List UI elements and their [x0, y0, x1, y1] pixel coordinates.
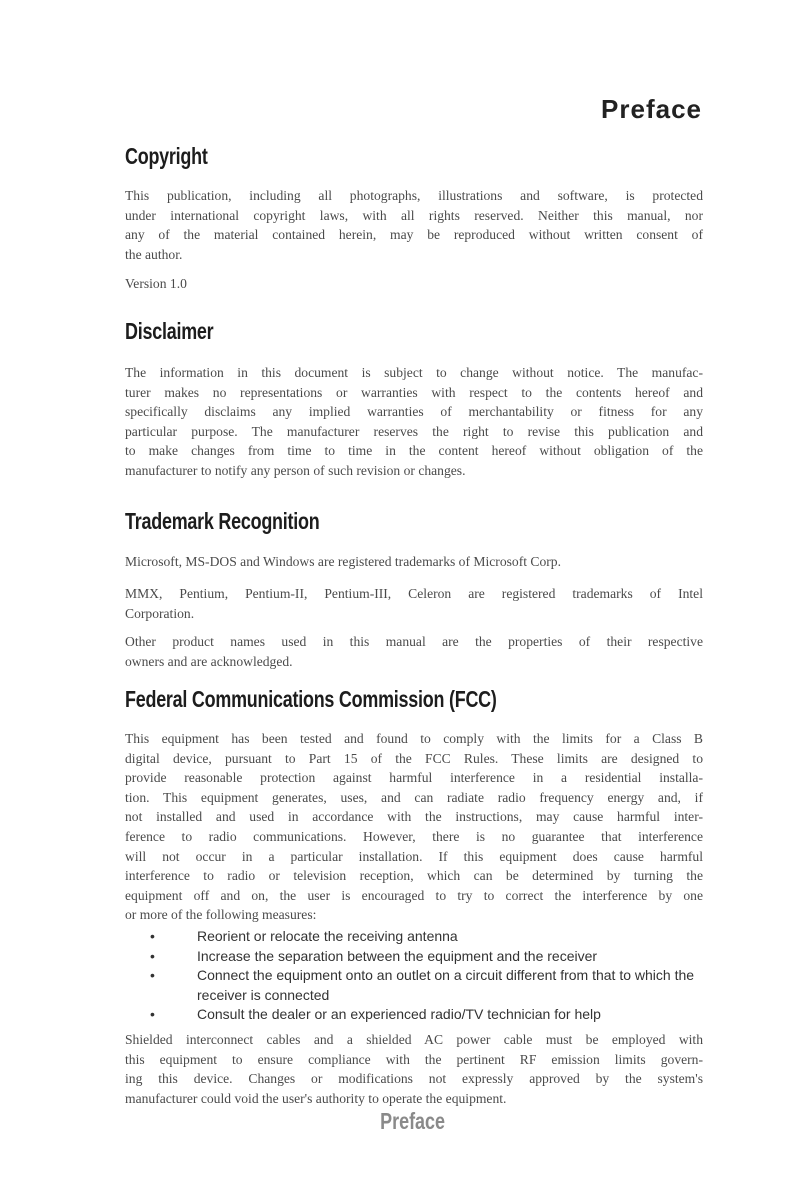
text-line: The information in this document is subject to change without notice. The manufac- [125, 365, 703, 380]
disclaimer-paragraph [125, 363, 703, 481]
text-line: under international copyright laws, with all rights reserved. Neither this manual, nor [125, 207, 703, 223]
disclaimer-heading: Disclaimer [125, 318, 214, 344]
fcc-closing-paragraph [125, 1030, 703, 1108]
version-text: Version 1.0 [125, 276, 187, 291]
bullet-icon: • [150, 947, 155, 964]
text-line: tion. This equipment generates, uses, and can radiate radio frequency energy and, if [125, 789, 703, 805]
text-line: Corporation. [125, 605, 195, 621]
bullet-icon: • [150, 967, 155, 984]
text-line: Other product names used in this manual are the properties of their respective [125, 634, 703, 649]
trademark-heading: Trademark Recognition [125, 508, 320, 534]
text-line: This equipment has been tested and found to comply with the limits for a Class B [125, 731, 703, 746]
text-line: Microsoft, MS-DOS and Windows are registered trademarks of Microsoft Corp. [125, 554, 562, 569]
text-line: specifically disclaims any implied warranties of merchantability or fitness for any [125, 404, 703, 420]
page-footer [0, 1108, 802, 1135]
list-item [150, 927, 710, 947]
text-line: MMX, Pentium, Pentium-II, Pentium-III, Celeron are registered trademarks of Intel [125, 586, 703, 601]
text-line: will not occur in a particular installation. If this equipment does cause harmful [125, 848, 703, 864]
text-line: to make changes from time to time in the content hereof without obligation of the [125, 443, 703, 459]
page-title: Preface [601, 94, 702, 124]
text-line: This publication, including all photographs, illustrations and software, is protected [125, 188, 703, 203]
text-line: particular purpose. The manufacturer reserves the right to revise this publication and [125, 423, 703, 439]
text-line: digital device, pursuant to Part 15 of the FCC Rules. These limits are designed to [125, 750, 703, 766]
text-line: this equipment to ensure compliance with the pertinent RF emission limits govern- [125, 1051, 703, 1067]
bullet-icon: • [150, 928, 155, 944]
trademark-paragraph-2 [125, 584, 703, 623]
list-item-text: Reorient or relocate the receiving antenna [197, 928, 458, 944]
text-line: the author. [125, 246, 183, 262]
text-line: not installed and used in accordance with the instructions, may cause harmful inter- [125, 809, 703, 825]
text-line: any of the material contained herein, may be reproduced without written consent of [125, 227, 703, 243]
fcc-heading: Federal Communications Commission (FCC) [125, 686, 497, 712]
text-line: interference to radio or television reception, which can be determined by turning the [125, 868, 703, 884]
trademark-paragraph-1 [125, 552, 703, 572]
text-line: owners and are acknowledged. [125, 653, 293, 669]
footer-label: Preface [380, 1108, 446, 1134]
text-line: equipment off and on, the user is encouraged to try to correct the interference by one [125, 887, 703, 903]
fcc-paragraph [125, 729, 703, 925]
list-item-text: Consult the dealer or an experienced radio/TV technician for help [197, 1006, 601, 1023]
text-line: ing this device. Changes or modifications not expressly approved by the system's [125, 1071, 703, 1087]
text-line: manufacturer could void the user's authority to operate the equipment. [125, 1090, 507, 1106]
text-line: ference to radio communications. However, there is no guarantee that interference [125, 828, 703, 844]
text-line: Shielded interconnect cables and a shielded AC power cable must be employed with [125, 1032, 703, 1047]
list-item [150, 1005, 710, 1025]
text-line: turer makes no representations or warranties with respect to the contents hereof and [125, 384, 703, 400]
bullet-icon: • [150, 1006, 155, 1023]
trademark-paragraph-3 [125, 632, 703, 671]
copyright-heading: Copyright [125, 143, 208, 169]
list-item [150, 947, 710, 967]
list-item-text: Connect the equipment onto an outlet on a circuit different from that to which the receiver is connected [197, 967, 695, 1003]
copyright-paragraph [125, 186, 703, 264]
text-line: manufacturer to notify any person of such revision or changes. [125, 462, 466, 478]
list-item-text: Increase the separation between the equipment and the receiver [197, 947, 598, 964]
text-line: provide reasonable protection against harmful interference in a residential installa- [125, 770, 703, 786]
fcc-measures-list [150, 927, 710, 1025]
text-line: or more of the following measures: [125, 907, 317, 923]
list-item [150, 966, 710, 1005]
